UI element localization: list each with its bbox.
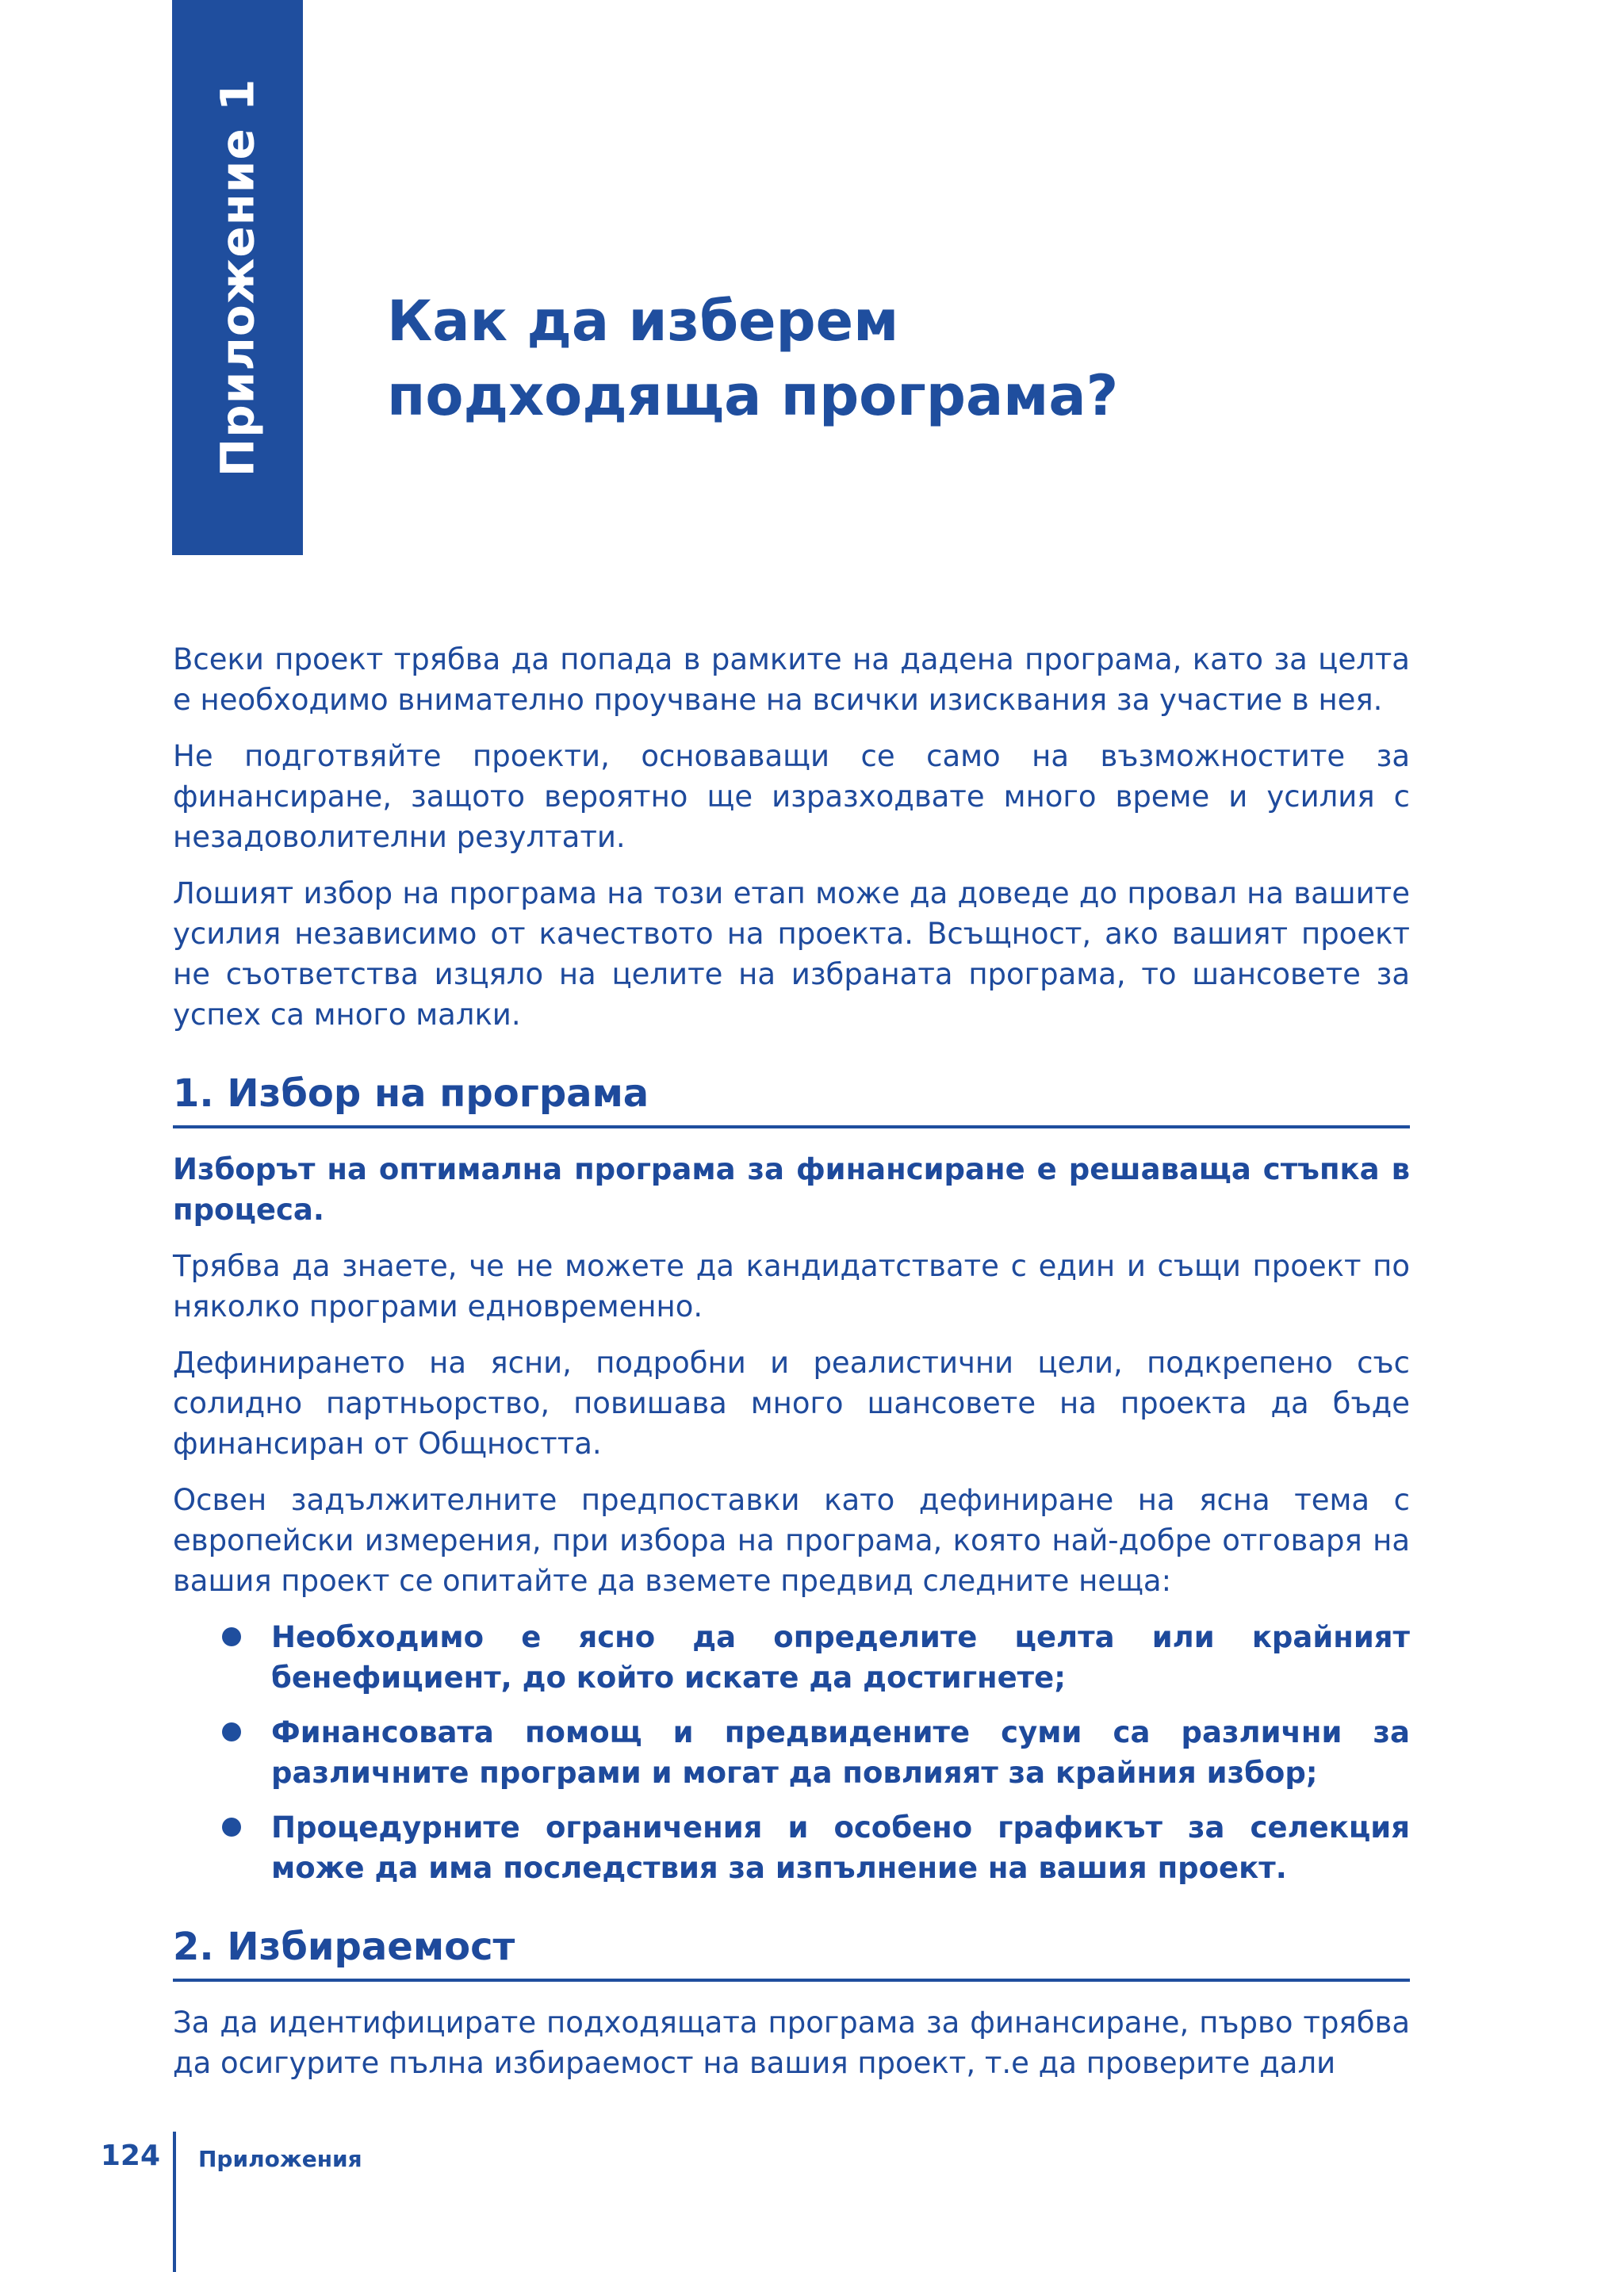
page-title-line-2: подходяща програма? — [387, 363, 1119, 428]
intro-paragraph-1: Всеки проект трябва да попада в рамките на дадена програма, като за целта е необходимо внимателно проучване на всички изисквания за участие в нея. — [173, 642, 1410, 717]
section-2-heading: 2. Избираемост — [173, 1923, 1410, 1982]
side-tab-label-wrap — [172, 0, 303, 555]
page-title — [387, 284, 1418, 433]
bullet-text: Необходимо е ясно да определите целта или крайният бенефициент, до който искате да достигнете; — [271, 1620, 1410, 1695]
section-1-bullet-list — [173, 1617, 1410, 1888]
bullet-text: Процедурните ограничения и особено графикът за селекция може да има последствия за изпълнение на вашия проект. — [271, 1810, 1410, 1885]
section-1-paragraph-3: Освен задължителните предпоставки като дефиниране на ясна тема с европейски измерения, при избора на програма, която най-добре отговаря на вашия проект се опитайте да вземете предвид следните неща: — [173, 1483, 1410, 1598]
intro-paragraph-2: Не подготвяйте проекти, основаващи се само на възможностите за финансиране, защото вероятно ще изразходвате много време и усилия с незадоволителни резултати. — [173, 739, 1410, 854]
intro-paragraph-3: Лошият избор на програма на този етап може да доведе до провал на вашите усилия независимо от качеството на проекта. Всъщност, ако вашият проект не съответства изцяло на целите на избраната програма, то шансовете за успех са много малки. — [173, 876, 1410, 1032]
bullet-dot-icon — [222, 1627, 241, 1646]
bullet-item — [271, 1807, 1410, 1888]
footer-divider — [173, 2132, 176, 2272]
footer-section-label: Приложения — [198, 2146, 362, 2172]
section-1-lead: Изборът на оптимална програма за финансиране е решаваща стъпка в процеса. — [173, 1152, 1410, 1227]
section-1-heading: 1. Избор на програма — [173, 1070, 1410, 1128]
section-1-paragraph-1: Трябва да знаете, че не можете да кандидатствате с един и същи проект по няколко програми едновременно. — [173, 1249, 1410, 1324]
page-number: 124 — [100, 2140, 160, 2172]
section-2-paragraph: За да идентифицирате подходящата програма за финансиране, първо трябва да осигурите пълна избираемост на вашия проект, т.е да проверите дали — [173, 2006, 1410, 2080]
bullet-item — [271, 1617, 1410, 1698]
section-1-paragraph-2: Дефинирането на ясни, подробни и реалистични цели, подкрепено със солидно партньорство, повишава много шансовете на проекта да бъде финансиран от Общността. — [173, 1346, 1410, 1461]
page-title-line-1: Как да изберем — [387, 289, 899, 354]
bullet-dot-icon — [222, 1818, 241, 1837]
bullet-text: Финансовата помощ и предвидените суми са различни за различните програми и могат да повлияят за крайния избор; — [271, 1715, 1410, 1790]
main-content — [173, 639, 1410, 2099]
bullet-item — [271, 1712, 1410, 1793]
bullet-dot-icon — [222, 1722, 241, 1741]
side-tab-label: Приложение 1 — [210, 78, 265, 477]
